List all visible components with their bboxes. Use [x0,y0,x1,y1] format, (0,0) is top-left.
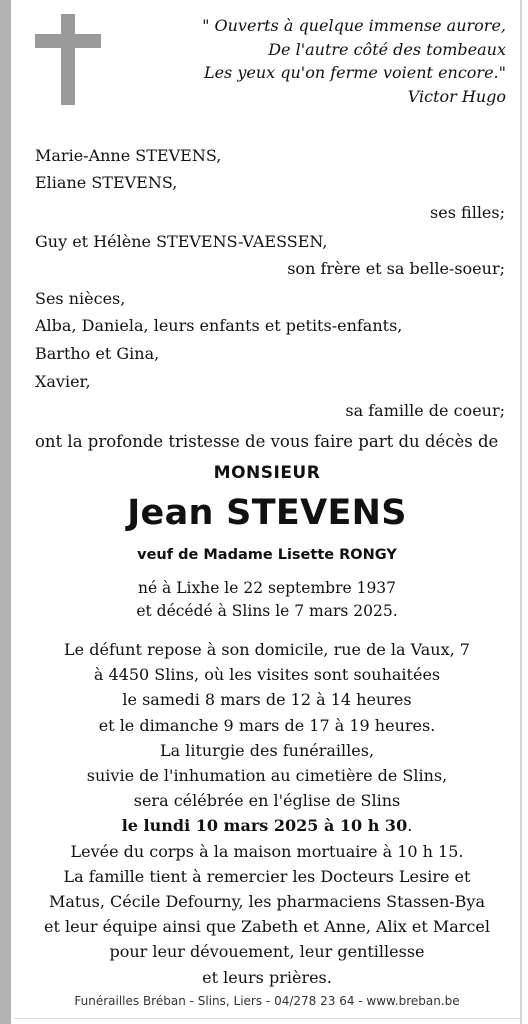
family-member: Ses nièces, [35,289,126,308]
deceased-name: Jean STEVENS [127,493,407,533]
detail-line: pour leur dévouement, leur gentillesse [109,942,425,962]
detail-line: sera célébrée en l'église de Slins [133,791,401,811]
family-member: Bartho et Gina, [35,344,160,363]
ceremony-date: le lundi 10 mars 2025 à 10 h 30 [121,816,408,836]
family-member: Guy et Hélène STEVENS-VAESSEN, [35,232,328,251]
relation-label: sa famille de coeur; [345,401,505,420]
detail-line: Le défunt repose à son domicile, rue de la Vaux, 7 [64,640,470,659]
quote-author: Victor Hugo [407,86,506,106]
family-member: Eliane STEVENS, [35,173,178,192]
relation-label: ses filles; [430,203,505,222]
poem-quote [176,14,506,108]
death-info: et décédé à Slins le 7 mars 2025. [136,602,398,620]
family-member: Xavier, [35,372,91,391]
deceased-spouse: veuf de Madame Lisette RONGY [137,547,397,563]
left-border [0,0,11,1024]
deceased-title: MONSIEUR [213,463,321,483]
detail-line: à 4450 Slins, où les visites sont souhaitées [93,665,441,685]
quote-line: " Ouverts à quelque immense aurore, [202,16,506,35]
footer-text: Funérailles Bréban - Slins, Liers - 04/278 23 64 - www.breban.be [74,994,460,1008]
family-member: Alba, Daniela, leurs enfants et petits-enfants, [35,316,403,335]
detail-line: Matus, Cécile Defourny, les pharmaciens Stassen-Bya [48,892,486,912]
detail-line: La famille tient à remercier les Docteurs Lesire et [63,866,471,886]
relation-label: son frère et sa belle-soeur; [287,259,505,278]
quote-line: Les yeux qu'on ferme voient encore." [203,63,506,82]
right-border [520,0,522,1024]
ceremony-date-line [14,813,520,838]
detail-line: La liturgie des funérailles, [159,740,375,760]
birth-info: né à Lixhe le 22 septembre 1937 [137,579,397,597]
detail-line: et leur équipe ainsi que Zabeth et Anne, Alix et Marcel [44,917,490,937]
quote-line: De l'autre côté des tombeaux [268,39,506,59]
ceremony-date-suffix: . [407,816,413,836]
detail-line: Levée du corps à la maison mortuaire à 10 h 15. [70,841,464,861]
family-member: Marie-Anne STEVENS, [35,146,222,165]
detail-line: le samedi 8 mars de 12 à 14 heures [122,690,412,710]
details-text [14,637,520,990]
detail-line: et leurs prières. [202,967,332,987]
footer-divider [14,1018,520,1019]
detail-line: suivie de l'inhumation au cimetière de Slins, [86,766,448,786]
announcement: ont la profonde tristesse de vous faire part du décès de [35,432,499,451]
detail-line: et le dimanche 9 mars de 17 à 19 heures. [98,715,436,735]
